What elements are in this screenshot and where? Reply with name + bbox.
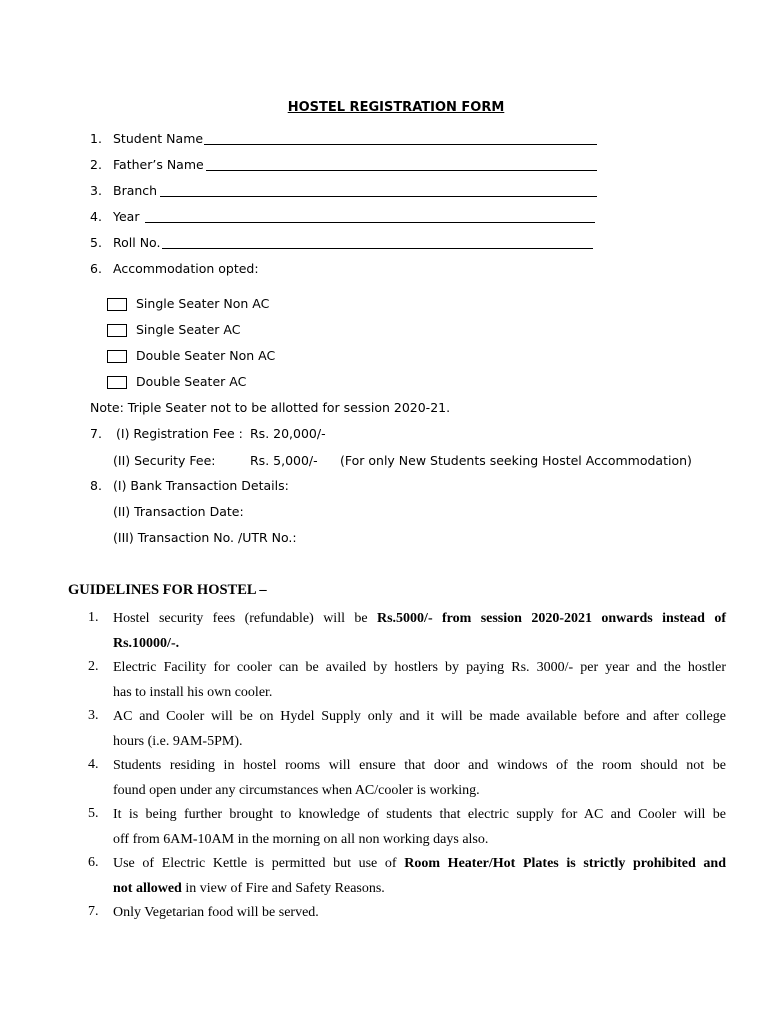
guideline-line: found open under any circumstances when AC/cooler is working. bbox=[113, 783, 480, 798]
field-label: Accommodation opted: bbox=[113, 261, 259, 276]
guideline-number: 2. bbox=[88, 659, 99, 674]
guideline-bold-text: Room Heater/Hot Plates is strictly prohibited and bbox=[404, 856, 726, 871]
guideline-line: off from 6AM-10AM in the morning on all non working days also. bbox=[113, 832, 489, 847]
field-fathers-name bbox=[90, 156, 600, 174]
field-number: 7. bbox=[90, 426, 102, 441]
transaction-date-label: (II) Transaction Date: bbox=[113, 504, 244, 519]
field-number: 4. bbox=[90, 209, 102, 224]
security-fee-label: (II) Security Fee: bbox=[113, 453, 216, 468]
field-label: Roll No. bbox=[113, 235, 161, 250]
guideline-line: AC and Cooler will be on Hydel Supply only and it will be made available before and after college bbox=[113, 709, 726, 724]
guideline-number: 4. bbox=[88, 757, 99, 772]
guideline-line bbox=[113, 635, 726, 653]
guideline-number: 1. bbox=[88, 610, 99, 625]
field-branch bbox=[90, 182, 600, 200]
field-number: 6. bbox=[90, 261, 102, 276]
field-number: 2. bbox=[90, 157, 102, 172]
option-label: Single Seater AC bbox=[136, 322, 241, 337]
guideline-line: hours (i.e. 9AM-5PM). bbox=[113, 734, 243, 749]
transaction-number-label: (III) Transaction No. /UTR No.: bbox=[113, 530, 297, 545]
field-number: 3. bbox=[90, 183, 102, 198]
field-number: 8. bbox=[90, 478, 102, 493]
year-line[interactable] bbox=[145, 222, 595, 223]
security-fee-note: (For only New Students seeking Hostel Accommodation) bbox=[340, 453, 692, 468]
field-number: 1. bbox=[90, 131, 102, 146]
guideline-text: in view of Fire and Safety Reasons. bbox=[181, 881, 385, 896]
roll-no-line[interactable] bbox=[162, 248, 593, 249]
branch-line[interactable] bbox=[160, 196, 597, 197]
guideline-line bbox=[113, 610, 726, 628]
student-name-line[interactable] bbox=[204, 144, 597, 145]
field-label: Branch bbox=[113, 183, 158, 198]
checkbox[interactable] bbox=[107, 350, 127, 363]
field-label: Student Name bbox=[113, 131, 204, 146]
guideline-bold-text: not allowed bbox=[113, 881, 182, 896]
field-label: Year bbox=[113, 209, 140, 224]
field-number: 5. bbox=[90, 235, 102, 250]
guideline-text: Use of Electric Kettle is permitted but use of bbox=[113, 856, 405, 871]
guideline-bold-text: Rs.10000/-. bbox=[113, 636, 180, 651]
checkbox[interactable] bbox=[107, 324, 127, 337]
guideline-number: 6. bbox=[88, 855, 99, 870]
field-accommodation bbox=[90, 260, 390, 278]
triple-seater-note: Note: Triple Seater not to be allotted for session 2020-21. bbox=[90, 400, 451, 415]
guideline-number: 3. bbox=[88, 708, 99, 723]
guideline-number: 7. bbox=[88, 904, 99, 919]
guideline-line: has to install his own cooler. bbox=[113, 685, 273, 700]
option-label: Double Seater Non AC bbox=[136, 348, 276, 363]
field-year bbox=[90, 208, 600, 226]
guideline-line: Electric Facility for cooler can be availed by hostlers by paying Rs. 3000/- per year and the hostler bbox=[113, 660, 726, 675]
field-student-name bbox=[90, 130, 600, 148]
field-roll-no bbox=[90, 234, 600, 252]
guidelines-heading: GUIDELINES FOR HOSTEL – bbox=[68, 582, 267, 598]
registration-fee-label: (I) Registration Fee : bbox=[116, 426, 243, 441]
guideline-text: Hostel security fees (refundable) will be bbox=[113, 611, 377, 626]
fathers-name-line[interactable] bbox=[206, 170, 597, 171]
option-label: Double Seater AC bbox=[136, 374, 247, 389]
checkbox[interactable] bbox=[107, 376, 127, 389]
guideline-line bbox=[113, 855, 726, 873]
option-label: Single Seater Non AC bbox=[136, 296, 270, 311]
guideline-line: Only Vegetarian food will be served. bbox=[113, 905, 319, 920]
bank-transaction-details-label: (I) Bank Transaction Details: bbox=[113, 478, 289, 493]
guideline-number: 5. bbox=[88, 806, 99, 821]
guideline-line: It is being further brought to knowledge of students that electric supply for AC and Cooler will be bbox=[113, 807, 726, 822]
checkbox[interactable] bbox=[107, 298, 127, 311]
guideline-line bbox=[113, 880, 726, 898]
guideline-bold-text: Rs.5000/- from session 2020-2021 onwards instead of bbox=[377, 611, 726, 626]
guideline-line: Students residing in hostel rooms will ensure that door and windows of the room should not be bbox=[113, 758, 726, 773]
form-title: HOSTEL REGISTRATION FORM bbox=[287, 100, 505, 115]
registration-fee-value: Rs. 20,000/- bbox=[250, 426, 326, 441]
field-label: Father’s Name bbox=[113, 157, 204, 172]
security-fee-value: Rs. 5,000/- bbox=[250, 453, 318, 468]
